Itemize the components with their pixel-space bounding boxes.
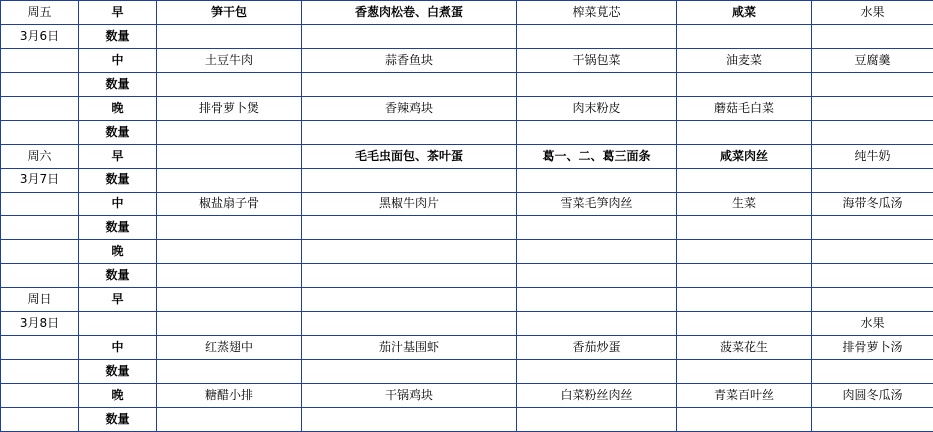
table-row xyxy=(1,72,933,96)
dish-cell xyxy=(302,72,517,96)
meal-cell: 早 xyxy=(79,1,157,25)
day-cell xyxy=(1,407,79,431)
day-cell xyxy=(1,264,79,288)
day-cell: 周五 xyxy=(1,1,79,25)
dish-cell: 咸菜 xyxy=(677,1,812,25)
dish-cell xyxy=(302,168,517,192)
table-row xyxy=(1,192,933,216)
dish-cell: 榨菜莧芯 xyxy=(517,1,677,25)
dish-cell xyxy=(157,168,302,192)
dish-cell: 干锅包菜 xyxy=(517,48,677,72)
dish-cell: 茄汁基围虾 xyxy=(302,336,517,360)
meal-cell: 数量 xyxy=(79,168,157,192)
dish-cell xyxy=(157,24,302,48)
dish-cell xyxy=(812,24,933,48)
dish-cell: 香茄炒蛋 xyxy=(517,336,677,360)
table-row xyxy=(1,240,933,264)
dish-cell xyxy=(302,407,517,431)
dish-cell xyxy=(677,216,812,240)
dish-cell xyxy=(677,168,812,192)
day-cell: 周六 xyxy=(1,144,79,168)
dish-cell: 水果 xyxy=(812,1,933,25)
day-cell xyxy=(1,120,79,144)
dish-cell xyxy=(517,407,677,431)
dish-cell xyxy=(157,120,302,144)
dish-cell: 菠菜花生 xyxy=(677,336,812,360)
dish-cell: 生菜 xyxy=(677,192,812,216)
dish-cell xyxy=(157,288,302,312)
dish-cell: 纯牛奶 xyxy=(812,144,933,168)
dish-cell xyxy=(812,216,933,240)
meal-cell: 晚 xyxy=(79,240,157,264)
dish-cell xyxy=(677,360,812,384)
dish-cell xyxy=(517,288,677,312)
dish-cell: 香葱肉松卷、白煮蛋 xyxy=(302,1,517,25)
dish-cell xyxy=(302,288,517,312)
table-row xyxy=(1,336,933,360)
dish-cell: 豆腐羹 xyxy=(812,48,933,72)
meal-cell: 数量 xyxy=(79,72,157,96)
meal-cell: 数量 xyxy=(79,120,157,144)
menu-table-body xyxy=(1,1,933,432)
day-cell: 3月8日 xyxy=(1,312,79,336)
day-cell: 周日 xyxy=(1,288,79,312)
dish-cell: 肉末粉皮 xyxy=(517,96,677,120)
dish-cell xyxy=(157,264,302,288)
meal-cell: 数量 xyxy=(79,24,157,48)
day-cell xyxy=(1,336,79,360)
dish-cell: 笋干包 xyxy=(157,1,302,25)
dish-cell xyxy=(302,240,517,264)
dish-cell: 青菜百叶丝 xyxy=(677,384,812,408)
table-row xyxy=(1,264,933,288)
dish-cell xyxy=(812,407,933,431)
meal-cell: 数量 xyxy=(79,264,157,288)
dish-cell: 干锅鸡块 xyxy=(302,384,517,408)
dish-cell xyxy=(812,240,933,264)
dish-cell xyxy=(812,360,933,384)
table-row xyxy=(1,407,933,431)
dish-cell xyxy=(157,240,302,264)
dish-cell: 白菜粉丝肉丝 xyxy=(517,384,677,408)
table-row xyxy=(1,48,933,72)
meal-cell: 早 xyxy=(79,144,157,168)
day-cell xyxy=(1,360,79,384)
table-row xyxy=(1,216,933,240)
meal-cell: 晚 xyxy=(79,96,157,120)
dish-cell xyxy=(812,288,933,312)
dish-cell: 油麦菜 xyxy=(677,48,812,72)
dish-cell: 椒盐扇子骨 xyxy=(157,192,302,216)
dish-cell xyxy=(517,168,677,192)
dish-cell xyxy=(157,72,302,96)
day-cell xyxy=(1,384,79,408)
dish-cell: 海带冬瓜汤 xyxy=(812,192,933,216)
table-row xyxy=(1,384,933,408)
dish-cell xyxy=(677,407,812,431)
dish-cell: 排骨萝卜煲 xyxy=(157,96,302,120)
meal-cell: 晚 xyxy=(79,384,157,408)
dish-cell xyxy=(517,120,677,144)
table-row xyxy=(1,144,933,168)
dish-cell xyxy=(812,168,933,192)
dish-cell: 雪菜毛笋肉丝 xyxy=(517,192,677,216)
dish-cell: 红蒸翅中 xyxy=(157,336,302,360)
table-row xyxy=(1,360,933,384)
dish-cell xyxy=(157,216,302,240)
table-row xyxy=(1,1,933,25)
dish-cell xyxy=(517,312,677,336)
dish-cell xyxy=(302,360,517,384)
dish-cell xyxy=(812,264,933,288)
meal-cell: 中 xyxy=(79,336,157,360)
meal-cell: 数量 xyxy=(79,360,157,384)
table-row xyxy=(1,24,933,48)
table-row xyxy=(1,288,933,312)
dish-cell: 咸菜肉丝 xyxy=(677,144,812,168)
dish-cell xyxy=(302,264,517,288)
dish-cell: 香辣鸡块 xyxy=(302,96,517,120)
dish-cell xyxy=(812,72,933,96)
dish-cell xyxy=(302,24,517,48)
table-row xyxy=(1,120,933,144)
dish-cell xyxy=(812,120,933,144)
meal-cell: 早 xyxy=(79,288,157,312)
dish-cell xyxy=(517,24,677,48)
day-cell: 3月6日 xyxy=(1,24,79,48)
dish-cell: 水果 xyxy=(812,312,933,336)
dish-cell xyxy=(157,407,302,431)
meal-cell: 中 xyxy=(79,48,157,72)
day-cell xyxy=(1,240,79,264)
dish-cell xyxy=(157,312,302,336)
meal-cell xyxy=(79,312,157,336)
dish-cell xyxy=(302,216,517,240)
dish-cell xyxy=(677,240,812,264)
dish-cell xyxy=(677,288,812,312)
table-row xyxy=(1,312,933,336)
dish-cell xyxy=(157,360,302,384)
dish-cell: 黑椒牛肉片 xyxy=(302,192,517,216)
day-cell xyxy=(1,192,79,216)
dish-cell xyxy=(302,312,517,336)
day-cell: 3月7日 xyxy=(1,168,79,192)
dish-cell: 葛一、二、葛三面条 xyxy=(517,144,677,168)
day-cell xyxy=(1,96,79,120)
dish-cell: 肉圆冬瓜汤 xyxy=(812,384,933,408)
meal-cell: 数量 xyxy=(79,216,157,240)
meal-cell: 数量 xyxy=(79,407,157,431)
meal-cell: 中 xyxy=(79,192,157,216)
day-cell xyxy=(1,216,79,240)
dish-cell xyxy=(677,312,812,336)
dish-cell xyxy=(302,120,517,144)
dish-cell xyxy=(517,72,677,96)
dish-cell xyxy=(517,264,677,288)
dish-cell: 排骨萝卜汤 xyxy=(812,336,933,360)
dish-cell xyxy=(812,96,933,120)
dish-cell: 糖醋小排 xyxy=(157,384,302,408)
dish-cell: 土豆牛肉 xyxy=(157,48,302,72)
dish-cell: 蘑菇毛白菜 xyxy=(677,96,812,120)
dish-cell xyxy=(677,24,812,48)
day-cell xyxy=(1,48,79,72)
day-cell xyxy=(1,72,79,96)
dish-cell xyxy=(517,360,677,384)
table-row xyxy=(1,96,933,120)
dish-cell xyxy=(677,72,812,96)
table-row xyxy=(1,168,933,192)
dish-cell: 毛毛虫面包、茶叶蛋 xyxy=(302,144,517,168)
dish-cell xyxy=(157,144,302,168)
dish-cell xyxy=(517,216,677,240)
dish-cell xyxy=(677,264,812,288)
dish-cell: 蒜香鱼块 xyxy=(302,48,517,72)
dish-cell xyxy=(517,240,677,264)
dish-cell xyxy=(677,120,812,144)
